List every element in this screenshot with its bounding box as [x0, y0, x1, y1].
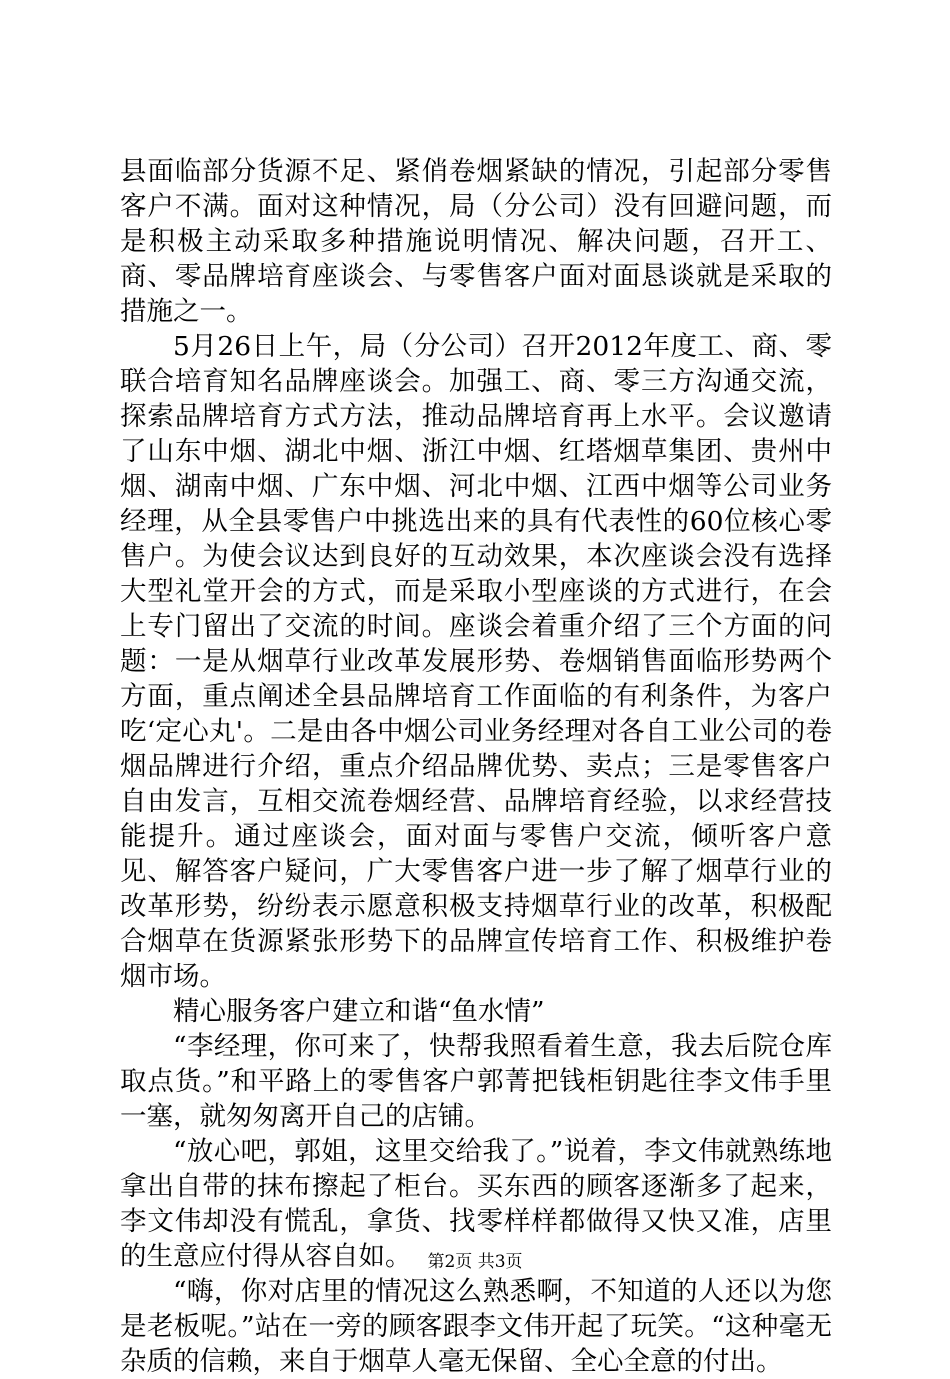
- page-footer: 第2页 共3页: [427, 1252, 523, 1272]
- paragraph-1: 县面临部分货源不足、紧俏卷烟紧缺的情况，引起部分零售客户不满。面对这种情况，局（分公司）没有回避问题，而是积极主动采取多种措施说明情况、解决问题，召开工、商、零品牌培育座谈会、与零售客户面对面恳谈就是采取的措施之一。: [120, 156, 832, 327]
- paragraph-2: 5月26日上午，局（分公司）召开2012年度工、商、零联合培育知名品牌座谈会。加强工、商、零三方沟通交流，探索品牌培育方式方法，推动品牌培育再上水平。会议邀请了山东中烟、湖北中烟、浙江中烟、红塔烟草集团、贵州中烟、湖南中烟、广东中烟、河北中烟、江西中烟等公司业务经理，从全县零售户中挑选出来的具有代表性的60位核心零售户。为使会议达到良好的互动效果，本次座谈会没有选择大型礼堂开会的方式，而是采取小型座谈的方式进行，在会上专门留出了交流的时间。座谈会着重介绍了三个方面的问题：一是从烟草行业改革发展形势、卷烟销售面临形势两个方面，重点阐述全县品牌培育工作面临的有利条件，为客户吃‘定心丸'。二是由各中烟公司业务经理对各自工业公司的卷烟品牌进行介绍，重点介绍品牌优势、卖点；三是零售客户自由发言，互相交流卷烟经营、品牌培育经验，以求经营技能提升。通过座谈会，面对面与零售户交流，倾听客户意见、解答客户疑问，广大零售客户进一步了解了烟草行业的改革形势，纷纷表示愿意积极支持烟草行业的改革，积极配合烟草在货源紧张形势下的品牌宣传培育工作、积极维护卷烟市场。: [120, 331, 832, 992]
- paragraph-4: “放心吧，郭姐，这里交给我了。”说着，李文伟就熟练地拿出自带的抹布擦起了柜台。买东西的顾客逐渐多了起来，李文伟却没有慌乱，拿货、找零样样都做得又快又准，店里的生意应付得从容自如。: [120, 1136, 832, 1272]
- document-body: [120, 154, 832, 1379]
- section-heading: 精心服务客户建立和谐“鱼水情”: [173, 996, 545, 1027]
- paragraph-3: “李经理，你可来了，快帮我照看着生意，我去后院仓库取点货。”和平路上的零售客户郭菁把钱柜钥匙往李文伟手里一塞，就匆匆离开自己的店铺。: [120, 1031, 832, 1132]
- paragraph-5: “嗨，你对店里的情况这么熟悉啊，不知道的人还以为您是老板呢。”站在一旁的顾客跟李文伟开起了玩笑。“这种毫无杂质的信赖，来自于烟草人毫无保留、全心全意的付出。: [120, 1276, 832, 1377]
